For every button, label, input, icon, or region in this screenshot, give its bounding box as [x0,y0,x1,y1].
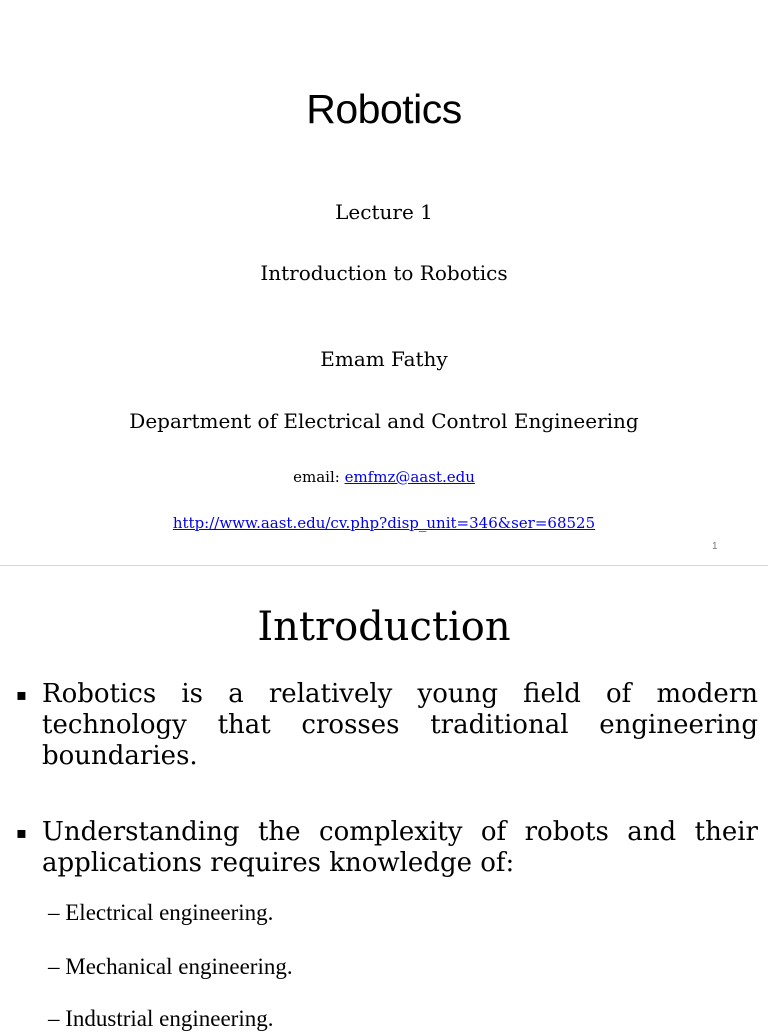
bullet-icon: ▪ [16,685,27,704]
lecture-topic: Introduction to Robotics [260,261,508,285]
department-name: Department of Electrical and Control Engineering [129,409,639,433]
sub-bullet-item: – Mechanical engineering. [48,954,293,979]
page-number: 1 [712,541,718,552]
bullet-item: Robotics is a relatively young field of modern technology that crosses traditional engineering boundaries. [42,679,758,771]
slide-title: Robotics [306,86,462,132]
sub-bullet-item: – Industrial engineering. [48,1006,274,1031]
lecture-number: Lecture 1 [335,200,433,224]
email-line [0,467,768,487]
bullet-icon: ▪ [16,823,27,842]
author-name: Emam Fathy [320,347,448,371]
bullet-item: Understanding the complexity of robots and their applications requires knowledge of: [42,817,758,878]
slide-title: Introduction [257,604,511,650]
sub-bullet-item: – Electrical engineering. [48,900,274,925]
content-slide [0,566,768,1031]
email-link[interactable]: emfmz@aast.edu [344,468,475,486]
email-label: email: [293,468,345,486]
url-line [0,513,768,533]
profile-url-link[interactable]: http://www.aast.edu/cv.php?disp_unit=346&ser=68525 [172,514,596,532]
